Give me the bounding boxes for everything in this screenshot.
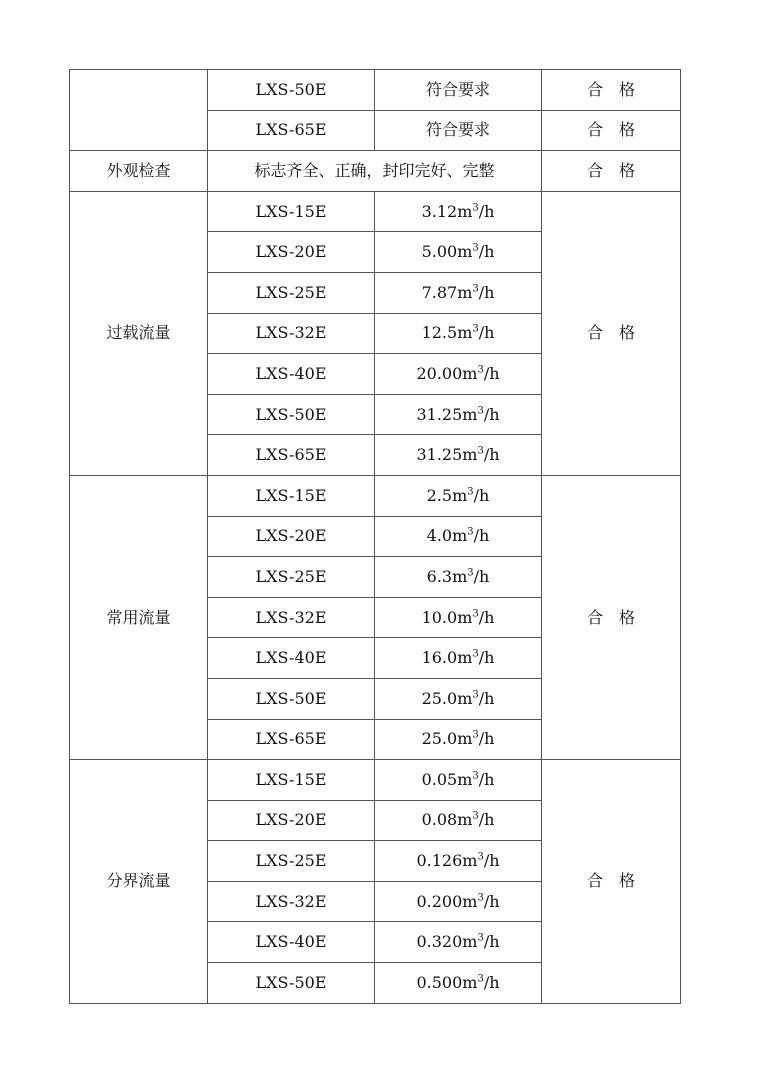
appearance-value-cell: 标志齐全、正确，封印完好、完整 [208,151,542,192]
flow-unit-exponent: 3 [467,527,474,538]
model-cell: LXS-32E [208,597,375,638]
flow-value: 25.0 [421,729,458,749]
flow-unit-exponent: 3 [472,648,479,660]
flow-value: 5.00 [421,242,458,262]
table-row [70,191,681,232]
model-cell: LXS-32E [208,881,375,922]
model-cell: LXS-40E [208,638,375,679]
result-cell: 合 格 [542,760,681,1004]
flow-value: 0.200 [416,891,463,911]
flow-value-cell [375,597,542,638]
flow-value-cell [375,841,542,882]
model-cell: LXS-65E [208,110,375,151]
model-cell: LXS-65E [208,435,375,476]
model-cell: LXS-20E [208,516,375,557]
flow-value-cell [375,435,542,476]
flow-unit-exponent: 3 [472,729,479,741]
flow-value: 31.25 [416,404,463,424]
flow-unit-exponent: 3 [477,445,484,457]
inspection-table [69,69,681,1004]
flow-unit-exponent: 3 [477,932,484,944]
model-cell: LXS-20E [208,800,375,841]
table-row [70,760,681,801]
model-cell: LXS-50E [208,963,375,1004]
flow-unit-per: /h [478,729,495,749]
flow-value: 7.87 [421,282,458,302]
model-cell: LXS-25E [208,272,375,313]
table-row-appearance [70,151,681,192]
flow-value: 25.0 [421,688,458,708]
flow-value-cell [375,232,542,273]
model-cell: LXS-50E [208,70,375,111]
flow-unit: m [457,607,473,627]
result-cell: 合 格 [542,70,681,111]
flow-value-cell [375,881,542,922]
flow-unit-per: /h [473,485,490,505]
flow-unit-exponent: 3 [477,851,484,863]
flow-unit-exponent: 3 [472,202,479,214]
flow-unit-per: /h [473,526,490,546]
flow-value-cell [375,475,542,516]
flow-unit-per: /h [483,363,500,383]
flow-unit: m [462,445,478,465]
flow-unit: m [457,729,473,749]
flow-value: 10.0 [421,607,458,627]
flow-unit: m [462,404,478,424]
flow-value: 31.25 [416,445,463,465]
model-cell: LXS-50E [208,678,375,719]
flow-unit-per: /h [478,201,495,221]
flow-unit-per: /h [478,810,495,830]
flow-unit-per: /h [473,566,490,586]
flow-unit: m [457,688,473,708]
flow-value: 12.5 [421,323,458,343]
flow-unit: m [462,972,478,992]
flow-value-cell [375,922,542,963]
item-label-cell: 常用流量 [70,475,208,759]
flow-unit-per: /h [483,445,500,465]
flow-unit: m [462,932,478,952]
flow-value-cell [375,394,542,435]
flow-value: 16.0 [421,648,458,668]
flow-value: 3.12 [421,201,458,221]
value-cell: 符合要求 [375,110,542,151]
flow-unit-exponent: 3 [477,405,484,417]
flow-unit-exponent: 3 [472,811,479,823]
flow-unit-exponent: 3 [472,689,479,701]
value-cell: 符合要求 [375,70,542,111]
flow-value-cell [375,800,542,841]
flow-unit: m [457,282,473,302]
table-row [70,70,681,111]
flow-unit-per: /h [478,607,495,627]
item-cell-empty [70,70,208,151]
flow-value-cell [375,557,542,598]
flow-unit-per: /h [483,972,500,992]
flow-value: 0.126 [416,851,463,871]
flow-unit-per: /h [478,648,495,668]
flow-unit-per: /h [483,891,500,911]
flow-value-cell [375,516,542,557]
table-row [70,475,681,516]
flow-unit-exponent: 3 [477,364,484,376]
flow-unit-exponent: 3 [472,242,479,254]
flow-unit-exponent: 3 [472,283,479,295]
flow-unit-exponent: 3 [472,324,479,336]
flow-value: 0.500 [416,972,463,992]
model-cell: LXS-25E [208,557,375,598]
flow-value-cell [375,638,542,679]
flow-unit: m [462,891,478,911]
flow-unit-per: /h [483,851,500,871]
flow-value-cell [375,272,542,313]
flow-value: 0.08 [421,810,458,830]
flow-unit-exponent: 3 [477,892,484,904]
model-cell: LXS-50E [208,394,375,435]
flow-unit-per: /h [478,242,495,262]
flow-value-cell [375,354,542,395]
flow-unit: m [452,566,468,586]
flow-unit: m [457,323,473,343]
flow-unit-exponent: 3 [472,608,479,620]
flow-unit-per: /h [478,323,495,343]
flow-unit: m [452,485,468,505]
flow-value-cell [375,191,542,232]
flow-unit: m [457,201,473,221]
result-cell: 合 格 [542,151,681,192]
model-cell: LXS-65E [208,719,375,760]
result-cell: 合 格 [542,475,681,759]
flow-value-cell [375,719,542,760]
flow-value: 4.0 [426,526,453,546]
flow-value-cell [375,760,542,801]
flow-unit-exponent: 3 [472,770,479,782]
model-cell: LXS-15E [208,191,375,232]
item-label-cell: 分界流量 [70,760,208,1004]
flow-value-cell [375,678,542,719]
result-cell: 合 格 [542,110,681,151]
item-label-cell: 外观检查 [70,151,208,192]
model-cell: LXS-40E [208,922,375,963]
flow-value: 0.320 [416,932,463,952]
flow-unit: m [462,363,478,383]
flow-value-cell [375,963,542,1004]
item-label-cell: 过载流量 [70,191,208,475]
flow-unit: m [457,648,473,668]
flow-value: 0.05 [421,769,458,789]
flow-unit-per: /h [478,769,495,789]
flow-value-cell [375,313,542,354]
flow-unit: m [452,526,468,546]
inspection-table-page [69,69,680,1005]
result-cell: 合 格 [542,191,681,475]
flow-unit-exponent: 3 [467,567,474,579]
model-cell: LXS-40E [208,354,375,395]
flow-unit: m [457,769,473,789]
flow-value: 2.5 [426,485,453,505]
flow-unit-exponent: 3 [467,486,474,498]
flow-unit-per: /h [483,932,500,952]
flow-unit: m [462,851,478,871]
model-cell: LXS-15E [208,760,375,801]
model-cell: LXS-25E [208,841,375,882]
flow-unit-per: /h [478,282,495,302]
flow-value: 20.00 [416,363,463,383]
flow-unit: m [457,810,473,830]
model-cell: LXS-15E [208,475,375,516]
model-cell: LXS-32E [208,313,375,354]
flow-unit-exponent: 3 [477,973,484,985]
flow-value: 6.3 [426,566,453,586]
flow-unit: m [457,242,473,262]
model-cell: LXS-20E [208,232,375,273]
flow-unit-per: /h [478,688,495,708]
flow-unit-per: /h [483,404,500,424]
